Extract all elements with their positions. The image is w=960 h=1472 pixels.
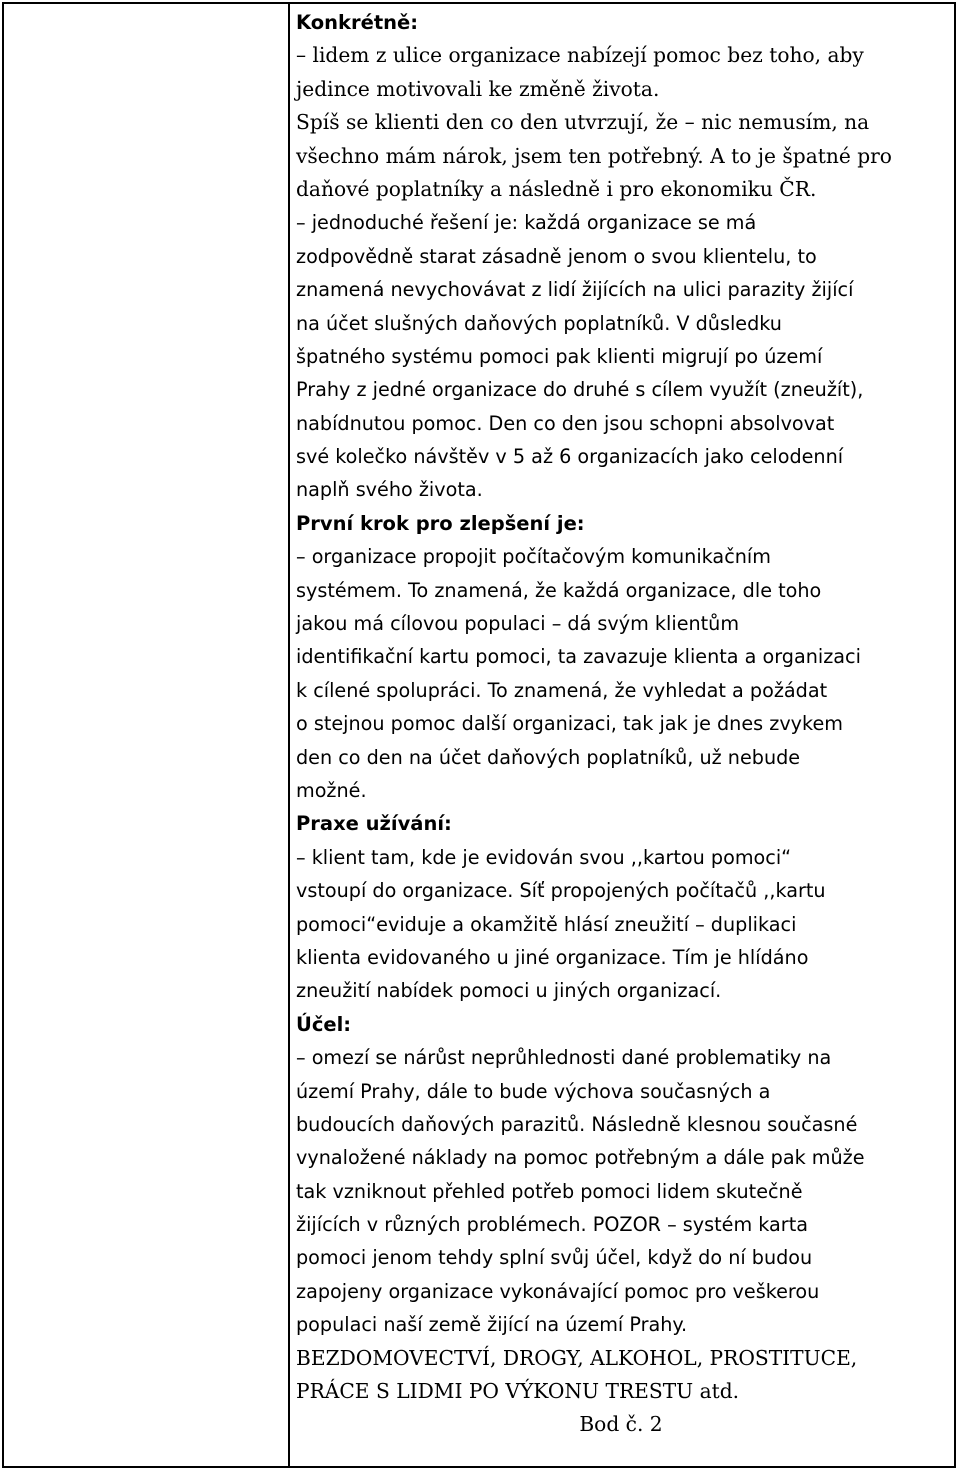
text-line: Praxe užívání: — [296, 812, 452, 836]
text-line: vstoupí do organizace. Síť propojených počítačů ,,kartu — [296, 879, 826, 903]
text-line: populaci naší země žijící na území Prahy. — [296, 1313, 688, 1337]
text-line: nabídnutou pomoc. Den co den jsou schopni absolvovat — [296, 411, 835, 435]
text-line: naplň svého života. — [296, 478, 483, 502]
text-line: své kolečko návštěv v 5 až 6 organizacích jako celodenní — [296, 445, 844, 469]
text-line: klienta evidovaného u jiné organizace. Tím je hlídáno — [296, 945, 809, 969]
text-line: identifikační kartu pomoci, ta zavazuje klienta a organizaci — [296, 645, 861, 669]
text-line: den co den na účet daňových poplatníků, už nebude — [296, 745, 801, 769]
text-line: zneužití nabídek pomoci u jiných organizací. — [296, 979, 722, 1003]
text-line: zapojeny organizace vykonávající pomoc pro veškerou — [296, 1279, 820, 1303]
text-line: systémem. To znamená, že každá organizace, dle toho — [296, 578, 822, 602]
text-line: Prahy z jedné organizace do druhé s cílem využít (zneužít), — [296, 378, 864, 402]
text-line: jakou má cílovou populaci – dá svým klientům — [296, 612, 740, 636]
text-line: žijících v různých problémech. POZOR – systém karta — [296, 1213, 808, 1237]
text-line: o stejnou pomoc další organizaci, tak jak je dnes zvykem — [296, 712, 843, 736]
text-line: možné. — [296, 778, 367, 802]
text-line: První krok pro zlepšení je: — [296, 511, 585, 535]
text-line: – organizace propojit počítačovým komunikačním — [296, 545, 771, 569]
text-line: všechno mám nárok, jsem ten potřebný. A to je špatné pro — [296, 143, 892, 168]
text-line: znamená nevychovávat z lidí žijících na ulici parazity žijící — [296, 278, 854, 302]
text-line: Spíš se klienti den co den utvrzují, že – nic nemusím, na — [296, 110, 870, 135]
text-line: budoucích daňových parazitů. Následně klesnou současné — [296, 1112, 858, 1136]
text-line: na účet slušných daňových poplatníků. V důsledku — [296, 311, 782, 335]
text-cell — [296, 6, 946, 1408]
empty-left-cell — [4, 4, 290, 1466]
text-line: území Prahy, dále to bude výchova současných a — [296, 1079, 771, 1103]
text-line: pomoci jenom tehdy splní svůj účel, když do ní budou — [296, 1246, 813, 1270]
text-line: BEZDOMOVECTVÍ, DROGY, ALKOHOL, PROSTITUCE, — [296, 1345, 858, 1370]
text-line: Účel: — [296, 1012, 352, 1036]
text-line: k cílené spolupráci. To znamená, že vyhledat a požádat — [296, 678, 828, 702]
text-line: Konkrétně: — [296, 11, 419, 34]
footer-label: Bod č. 2 — [579, 1412, 663, 1436]
text-line: pomoci“eviduje a okamžitě hlásí zneužití – duplikaci — [296, 912, 797, 936]
text-line: jedince motivovali ke změně života. — [296, 76, 660, 101]
text-line: – lidem z ulice organizace nabízejí pomoc bez toho, aby — [296, 43, 864, 68]
text-line: tak vzniknout přehled potřeb pomoci lidem skutečně — [296, 1179, 803, 1203]
text-line: PRÁCE S LIDMI PO VÝKONU TRESTU atd. — [296, 1379, 740, 1404]
text-line: zodpovědně starat zásadně jenom o svou klientelu, to — [296, 244, 817, 268]
text-line: – jednoduché řešení je: každá organizace se má — [296, 211, 757, 235]
text-line: – omezí se nárůst neprůhlednosti dané problematiky na — [296, 1046, 832, 1070]
text-line: daňové poplatníky a následně i pro ekonomiku ČR. — [296, 176, 817, 201]
text-line: – klient tam, kde je evidován svou ,,kartou pomoci“ — [296, 845, 792, 869]
text-line: špatného systému pomoci pak klienti migrují po území — [296, 344, 823, 368]
text-line: vynaložené náklady na pomoc potřebným a dále pak může — [296, 1146, 865, 1170]
